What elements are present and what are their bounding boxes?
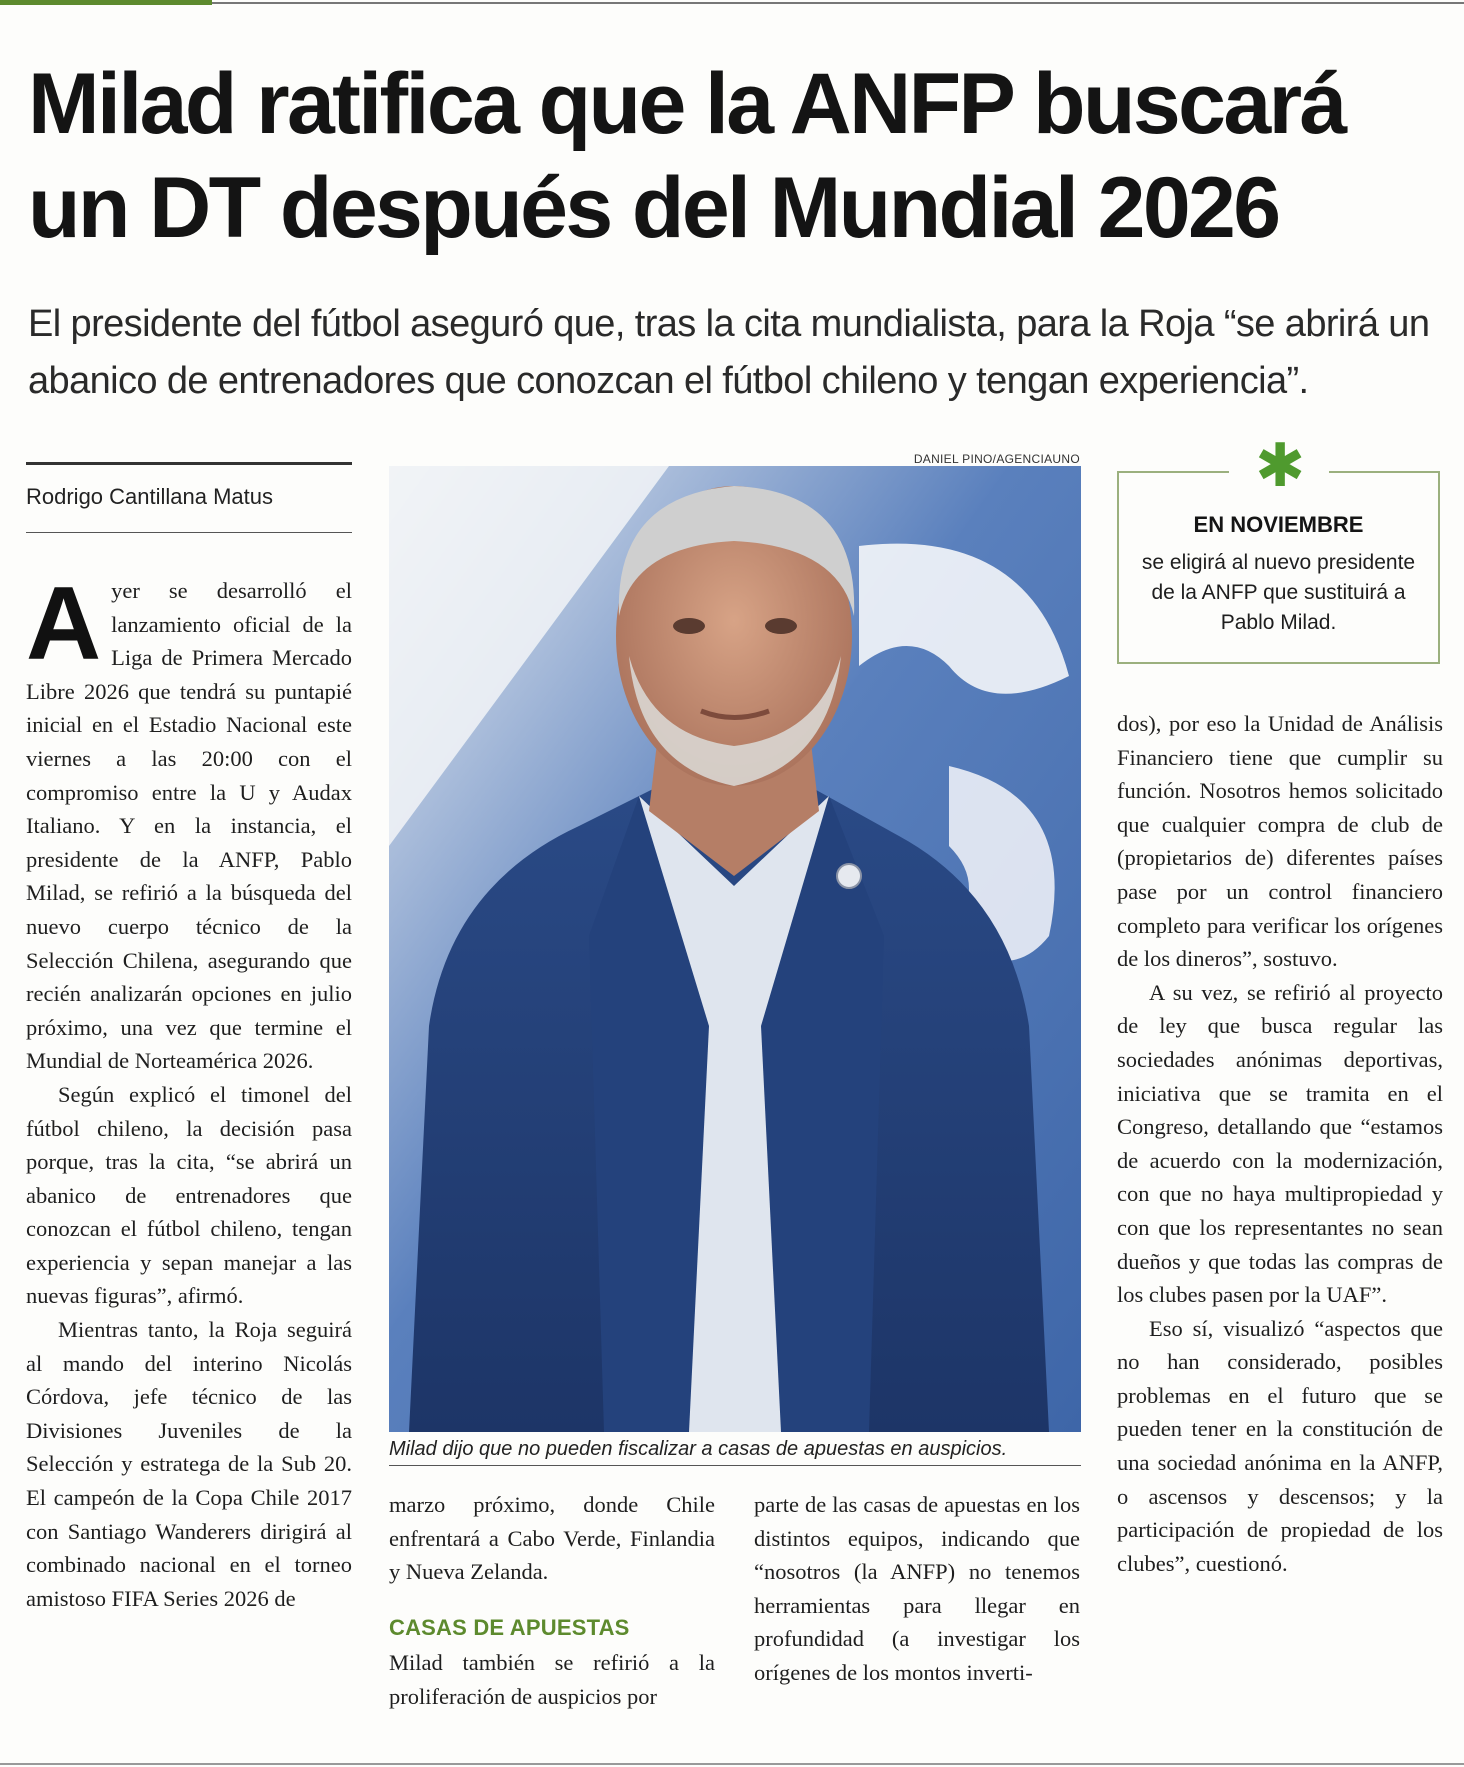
byline: Rodrigo Cantillana Matus	[26, 484, 274, 509]
article-photo	[389, 466, 1081, 1432]
article-paragraph: A su vez, se refirió al proyecto de ley que busca regular las sociedades anónimas deportivas, iniciativa que se tramita en el Congreso, detallando que “estamos de acuerdo con la modernización, con que no haya multipropiedad y con que los representantes no sean dueños y que todas las compras de los clubes pasen por la UAF”.	[1117, 979, 1443, 1308]
drop-cap: A	[26, 566, 102, 682]
article-paragraph: parte de las casas de apuestas en los distintos equipos, indicando que “nosotros (la ANFP) no tenemos herramientas para llegar en profundidad (a investigar los orígenes de los montos inverti-	[754, 1492, 1080, 1685]
photo-credit: DANIEL PINO/AGENCIAUNO	[913, 452, 1080, 466]
article-paragraph: marzo próximo, donde Chile enfrentará a Cabo Verde, Finlandia y Nueva Zelanda.	[389, 1492, 715, 1585]
portrait-illustration	[389, 466, 1081, 1432]
article-paragraph	[26, 566, 352, 1078]
article-paragraph: dos), por eso la Unidad de Análisis Financiero tiene que cumplir su función. Nosotros hemos solicitado que cualquier compra de club de (propietarios de) diferentes países pase por un control financiero completo para verificar los orígenes de los dineros”, sostuvo.	[1117, 711, 1443, 972]
article-column-4	[1117, 707, 1443, 1580]
article-text: yer se desarrolló el lanzamiento oficial de la Liga de Primera Mercado Libre 2026 que tendrá su puntapié inicial en el Estadio Nacional este viernes a las 20:00 con el compromiso entre la U y Audax Italiano. Y en la instancia, el presidente de la ANFP, Pablo Milad, se refirió a la búsqueda del nuevo cuerpo técnico de la Selección Chilena, asegurando que recién analizarán opciones en julio próximo, una vez que termine el Mundial de Norteamérica 2026.	[26, 578, 352, 1074]
caption-rule	[389, 1465, 1081, 1466]
headline: Milad ratifica que la ANFP buscará un DT después del Mundial 2026	[28, 56, 1345, 256]
page-bottom-rule	[0, 1763, 1464, 1765]
info-box-text: se eligirá al nuevo presidente de la ANFP que sustituirá a Pablo Milad.	[1141, 551, 1416, 634]
article-paragraph: Mientras tanto, la Roja seguirá al mando del interino Nicolás Córdova, jefe técnico de las Divisiones Juveniles de la Selección y estratega de la Sub 20. El campeón de la Copa Chile 2017 con Santiago Wanderers dirigirá al combinado nacional en el torneo amistoso FIFA Series 2026 de	[26, 1317, 352, 1611]
article-column-2	[389, 1488, 715, 1714]
article-paragraph: Eso sí, visualizó “aspectos que no han considerado, posibles problemas en el futuro que se pueden tener en la constitución de una sociedad anónima en la ANFP, o ascensos y descensos; y la participación de propiedad de los clubes”, cuestionó.	[1117, 1315, 1443, 1576]
byline-bottom-rule	[26, 532, 352, 533]
asterisk-icon: ✱	[1255, 431, 1306, 501]
section-heading: CASAS DE APUESTAS	[389, 1614, 630, 1640]
section-top-rule	[0, 0, 1464, 5]
photo-caption: Milad dijo que no pueden fiscalizar a casas de apuestas en auspicios.	[389, 1438, 1008, 1460]
article-column-1	[26, 566, 352, 1615]
article-paragraph: Según explicó el timonel del fútbol chileno, la decisión pasa porque, tras la cita, “se abrirá un abanico de entrenadores que conozcan el fútbol chileno, tengan experiencia y sepan manejar a las nuevas figuras”, afirmó.	[26, 1081, 352, 1309]
subheadline: El presidente del fútbol aseguró que, tras la cita mundialista, para la Roja “se abrirá un abanico de entrenadores que conozcan el fútbol chileno y tengan experiencia”.	[28, 303, 1430, 402]
info-box-title: EN NOVIEMBRE	[1193, 512, 1364, 537]
byline-top-rule	[26, 462, 352, 465]
article-column-3	[754, 1488, 1080, 1690]
article-paragraph: Milad también se refirió a la proliferación de auspicios por	[389, 1650, 715, 1709]
